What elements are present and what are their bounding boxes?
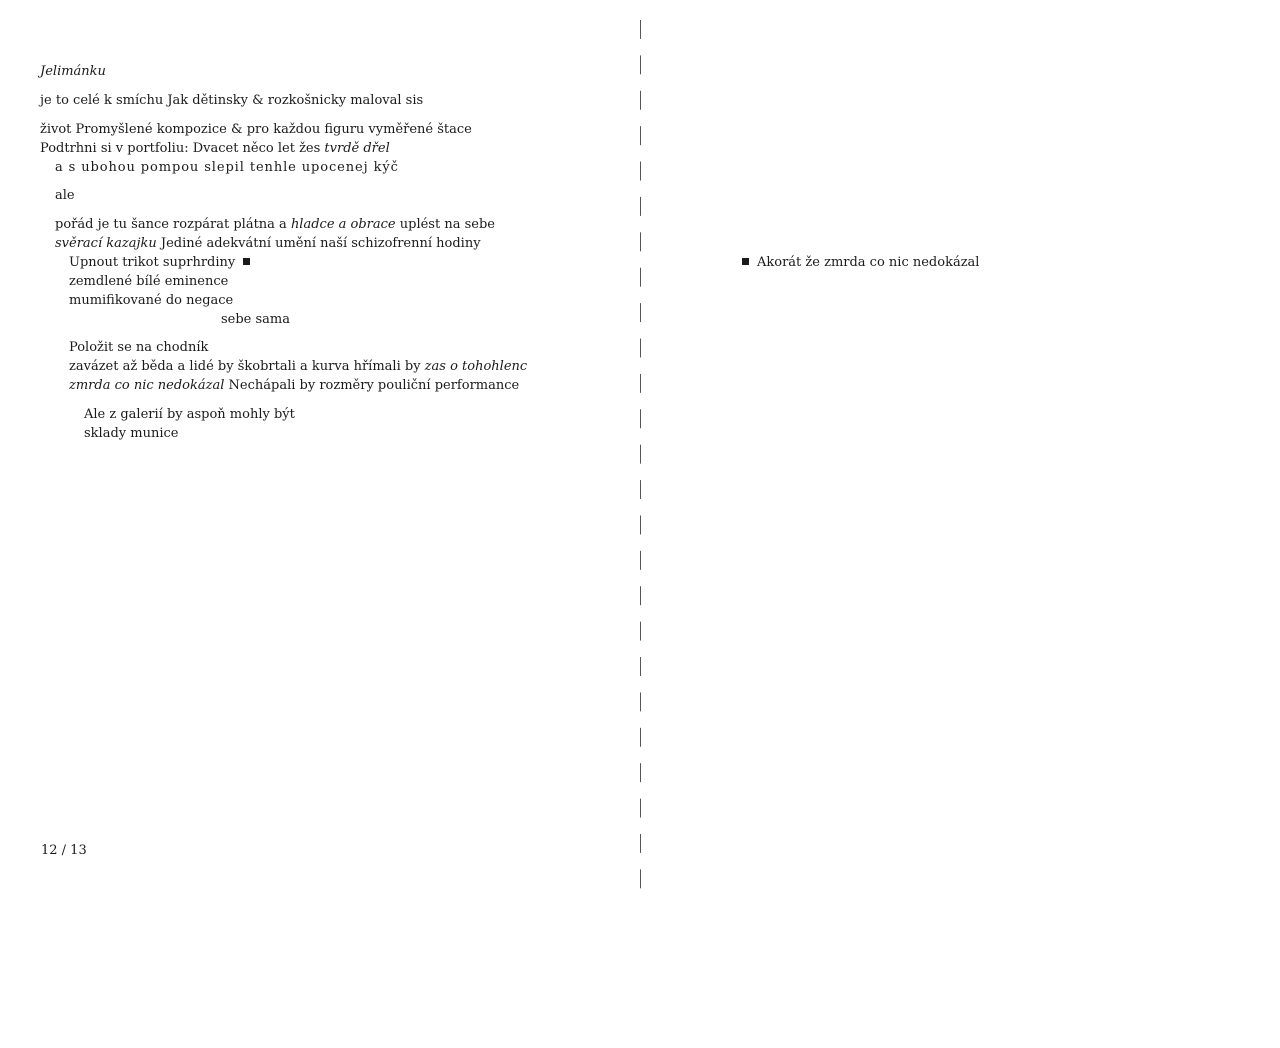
poem-line-16: sklady munice: [84, 426, 179, 441]
margin-note-text: Akorát že zmrda co nic nedokázal: [757, 255, 980, 270]
poem-line-8: [69, 253, 250, 272]
poem-line-3: [40, 139, 390, 158]
poem-title: Jelimánku: [40, 64, 106, 79]
poem-line-14: [69, 376, 519, 395]
poem-line-11: sebe sama: [221, 312, 291, 327]
poem-line-5: ale: [55, 188, 75, 203]
poem-line-6-end: uplést na sebe: [395, 217, 495, 232]
poem-line-15: Ale z galerií by aspoň mohly být: [84, 407, 295, 422]
poem-line-13-text: zavázet až běda a lidé by škobrtali a kurva hřímali by: [69, 359, 425, 374]
page-gutter-divider: [640, 20, 641, 892]
margin-note: [742, 253, 979, 272]
poem-line-9: zemdlené bílé eminence: [69, 274, 229, 289]
poem-line-1: je to celé k smíchu Jak dětinsky & rozkošnicky maloval sis: [40, 93, 424, 108]
page-number: 12 / 13: [41, 843, 87, 858]
poem-line-14-italic: zmrda co nic nedokázal: [69, 378, 225, 393]
poem-line-4: a s ubohou pompou slepil tenhle upocenej kýč: [55, 160, 399, 175]
poem-line-6-text: pořád je tu šance rozpárat plátna a: [55, 217, 291, 232]
poem-line-7-text: Jediné adekvátní umění naší schizofrenní hodiny: [156, 236, 481, 251]
poem-line-10: mumifikované do negace: [69, 293, 234, 308]
poem-line-2: život Promyšlené kompozice & pro každou figuru vyměřené štace: [40, 122, 472, 137]
poem-line-3-italic: tvrdě dřel: [324, 141, 390, 156]
poem-line-6-italic: hladce a obrace: [290, 217, 396, 232]
poem-line-13: [69, 357, 527, 376]
poem-line-6: [55, 215, 495, 234]
poem-line-14-text: Nechápali by rozměry pouliční performance: [224, 378, 520, 393]
poem-line-3-text: Podtrhni si v portfoliu: Dvacet něco let žes: [40, 141, 325, 156]
square-bullet-icon: [243, 258, 250, 265]
poem-line-8-text: Upnout trikot suprhrdiny: [69, 255, 236, 270]
square-bullet-icon: [742, 258, 749, 265]
poem-line-12: Položit se na chodník: [69, 340, 209, 355]
poem-line-7-italic: svěrací kazajku: [55, 236, 157, 251]
poem-line-7: [55, 234, 481, 253]
poem-line-13-italic: zas o tohohlenc: [424, 359, 528, 374]
